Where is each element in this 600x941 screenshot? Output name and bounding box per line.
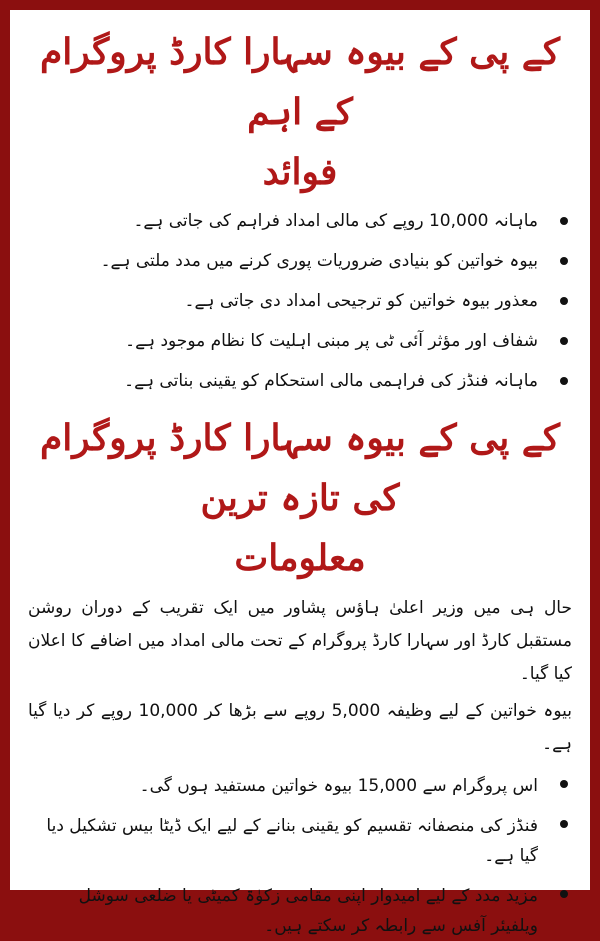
section1-heading-line1: کے پی کے بیوہ سہارا کارڈ پروگرام کے اہم (40, 31, 560, 133)
list-item-text: فنڈز کی منصفانہ تقسیم کو یقینی بنانے کے لیے ایک ڈیٹا بیس تشکیل دیا گیا ہے۔ (46, 816, 538, 866)
list-item-text: مزید مدد کے لیے امیدوار اپنی مقامی زکوٰۃ کمیٹی یا ضلعی سوشل ویلفیئر آفس سے رابطہ کر سکتے ہیں۔ (78, 886, 538, 936)
bullet-icon (560, 297, 568, 305)
section1-heading (28, 22, 572, 202)
list-item (28, 288, 572, 314)
list-item-text: بیوہ خواتین کو بنیادی ضروریات پوری کرنے میں مدد ملتی ہے۔ (100, 251, 538, 271)
bullet-icon (560, 780, 568, 788)
section2-heading-line2: معلومات (234, 537, 366, 579)
list-item-text: ماہانہ فنڈز کی فراہمی مالی استحکام کو یقینی بناتی ہے۔ (124, 371, 538, 391)
list-item (28, 248, 572, 274)
list-item-text: معذور بیوہ خواتین کو ترجیحی امداد دی جاتی ہے۔ (184, 291, 538, 311)
section2-heading-line1: کے پی کے بیوہ سہارا کارڈ پروگرام کی تازہ ترین (40, 417, 560, 519)
updates-list (28, 771, 572, 941)
list-item-text: شفاف اور مؤثر آئی ٹی پر مبنی اہلیت کا نظام موجود ہے۔ (125, 331, 538, 351)
bullet-icon (560, 820, 568, 828)
list-item-text: ماہانہ 10,000 روپے کی مالی امداد فراہم کی جاتی ہے۔ (133, 211, 538, 231)
update-paragraph-1: حال ہی میں وزیر اعلیٰ ہاؤس پشاور میں ایک تقریب کے دوران روشن مستقبل کارڈ اور سہارا کارڈ پروگرام کے تحت مالی امداد میں اضافے کا اعلان کیا گیا۔ (28, 598, 572, 684)
list-item (28, 771, 572, 801)
bullet-icon (560, 217, 568, 225)
bullet-icon (560, 890, 568, 898)
section1-heading-line2: فوائد (262, 151, 338, 193)
list-item (28, 811, 572, 871)
bullet-icon (560, 377, 568, 385)
section2-heading (28, 408, 572, 588)
update-paragraph-2: بیوہ خواتین کے لیے وظیفہ 5,000 روپے سے بڑھا کر 10,000 روپے کر دیا گیا ہے۔ (28, 701, 572, 754)
list-item (28, 208, 572, 234)
list-item (28, 368, 572, 394)
list-item (28, 881, 572, 941)
bullet-icon (560, 337, 568, 345)
article-card (10, 10, 590, 936)
bullet-icon (560, 257, 568, 265)
list-item-text: اس پروگرام سے 15,000 بیوہ خواتین مستفید ہوں گی۔ (139, 776, 538, 796)
list-item (28, 328, 572, 354)
benefits-list (28, 208, 572, 394)
